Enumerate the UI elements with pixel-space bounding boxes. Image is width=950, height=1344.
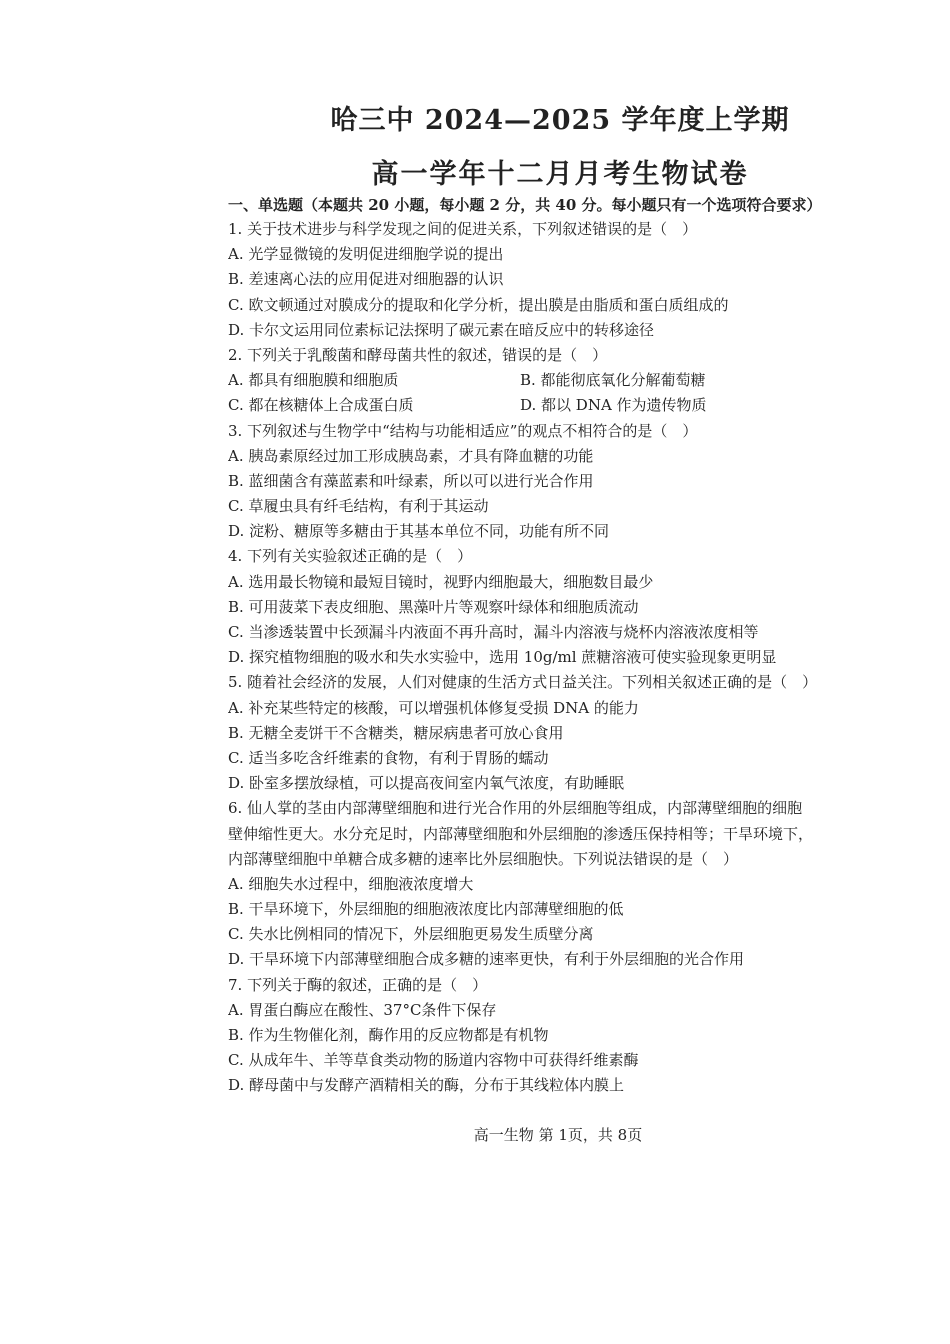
question-2-option-a: A. 都具有细胞膜和细胞质 <box>228 371 399 390</box>
question-3-option-b: B. 蓝细菌含有藻蓝素和叶绿素，所以可以进行光合作用 <box>228 471 594 490</box>
question-6-option-b: B. 干旱环境下，外层细胞的细胞液浓度比内部薄壁细胞的低 <box>228 900 624 919</box>
question-1-stem: 1. 关于技术进步与科学发现之间的促进关系，下列叙述错误的是（ ） <box>228 220 698 238</box>
question-4-option-d: D. 探究植物细胞的吸水和失水实验中，选用 10g/ml 蔗糖溶液可使实验现象更明显 <box>228 648 777 667</box>
question-2-option-d: D. 都以 DNA 作为遗传物质 <box>520 396 707 415</box>
page-footer: 高一生物 第 1页，共 8页 <box>473 1126 643 1144</box>
question-7-stem: 7. 下列关于酶的叙述，正确的是（ ） <box>228 975 488 994</box>
question-6-option-d: D. 干旱环境下内部薄壁细胞合成多糖的速率更快，有利于外层细胞的光合作用 <box>228 950 745 969</box>
question-4-option-b: B. 可用菠菜下表皮细胞、黑藻叶片等观察叶绿体和细胞质流动 <box>228 597 639 616</box>
question-2-options-row-2 <box>228 393 873 418</box>
question-2-options-row-1 <box>228 368 873 393</box>
question-6-stem-line-2: 壁伸缩性更大。水分充足时，内部薄壁细胞和外层细胞的渗透压保持相等；干旱环境下， <box>228 824 814 843</box>
question-5-stem: 5. 随着社会经济的发展，人们对健康的生活方式日益关注。下列相关叙述正确的是（ ） <box>228 673 818 692</box>
question-5-option-c: C. 适当多吃含纤维素的食物，有利于胃肠的蠕动 <box>228 748 549 767</box>
question-7-option-c: C. 从成年牛、羊等草食类动物的肠道内容物中可获得纤维素酶 <box>228 1051 639 1070</box>
question-6-option-a: A. 细胞失水过程中，细胞液浓度增大 <box>228 874 474 893</box>
question-3-option-d: D. 淀粉、糖原等多糖由于其基本单位不同，功能有所不同 <box>228 522 610 541</box>
question-7-option-d: D. 酵母菌中与发酵产酒精相关的酶，分布于其线粒体内膜上 <box>228 1076 625 1095</box>
question-1-option-d: D. 卡尔文运用同位素标记法探明了碳元素在暗反应中的转移途径 <box>228 320 655 339</box>
section-heading: 一、单选题（本题共 20 小题，每小题 2 分，共 40 分。每小题只有一个选项符合要求） <box>228 196 822 214</box>
question-1-option-a: A. 光学显微镜的发明促进细胞学说的提出 <box>228 245 504 264</box>
question-7-option-a: A. 胃蛋白酶应在酸性、37°C条件下保存 <box>228 1000 497 1019</box>
exam-subtitle: 高一学年十二月月考生物试卷 <box>371 159 749 190</box>
question-4-option-c: C. 当渗透装置中长颈漏斗内液面不再升高时，漏斗内溶液与烧杯内溶液浓度相等 <box>228 623 759 641</box>
question-3-stem: 3. 下列叙述与生物学中“结构与功能相适应”的观点不相符合的是（ ） <box>228 421 698 440</box>
question-2-stem: 2. 下列关于乳酸菌和酵母菌共性的叙述，错误的是（ ） <box>228 345 608 364</box>
question-2-option-b: B. 都能彻底氧化分解葡萄糖 <box>520 371 706 390</box>
exam-title: 哈三中 2024—2025 学年度上学期 <box>330 105 790 136</box>
question-6-stem-line-1: 6. 仙人掌的茎由内部薄壁细胞和进行光合作用的外层细胞等组成，内部薄壁细胞的细胞 <box>228 799 803 818</box>
question-6-stem-line-3: 内部薄壁细胞中单糖合成多糖的速率比外层细胞快。下列说法错误的是（ ） <box>228 849 739 868</box>
questions-body <box>228 217 873 1099</box>
question-6-option-c: C. 失水比例相同的情况下，外层细胞更易发生质壁分离 <box>228 925 594 944</box>
question-3-option-c: C. 草履虫具有纤毛结构，有利于其运动 <box>228 497 489 516</box>
question-5-option-b: B. 无糖全麦饼干不含糖类，糖尿病患者可放心食用 <box>228 723 564 742</box>
question-1-option-b: B. 差速离心法的应用促进对细胞器的认识 <box>228 270 504 289</box>
question-4-option-a: A. 选用最长物镜和最短目镜时，视野内细胞最大，细胞数目最少 <box>228 572 654 591</box>
question-2-option-c: C. 都在核糖体上合成蛋白质 <box>228 396 414 415</box>
question-1-option-c: C. 欧文顿通过对膜成分的提取和化学分析，提出膜是由脂质和蛋白质组成的 <box>228 295 729 314</box>
question-5-option-d: D. 卧室多摆放绿植，可以提高夜间室内氧气浓度，有助睡眠 <box>228 774 625 793</box>
question-7-option-b: B. 作为生物催化剂，酶作用的反应物都是有机物 <box>228 1026 549 1044</box>
question-5-option-a: A. 补充某些特定的核酸，可以增强机体修复受损 DNA 的能力 <box>228 698 639 717</box>
question-4-stem: 4. 下列有关实验叙述正确的是（ ） <box>228 547 473 566</box>
question-3-option-a: A. 胰岛素原经过加工形成胰岛素，才具有降血糖的功能 <box>228 446 594 465</box>
